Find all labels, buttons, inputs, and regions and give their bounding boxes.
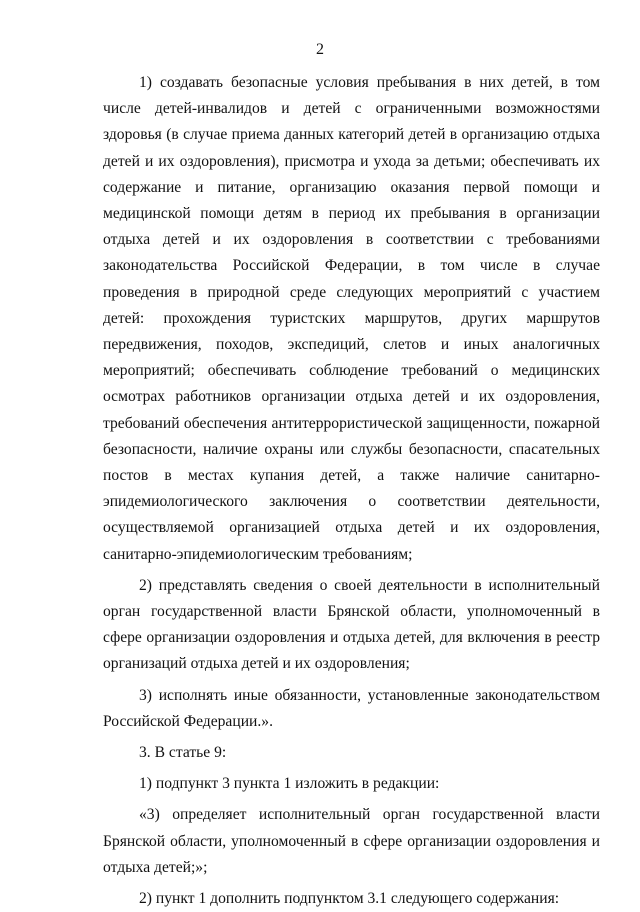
document-body xyxy=(103,70,600,912)
paragraph-obligation-1: 1) создавать безопасные условия пребывания в них детей, в том числе детей-инвалидов и детей с ограниченными возможностями здоровья (в случае приема данных категорий детей в организацию отдыха детей и их оздоровления), присмотра и ухода за детьми; обеспечивать их содержание и питание, организацию оказания первой помощи и медицинской помощи детям в период их пребывания в организации отдыха детей и их оздоровления в соответствии с требованиями законодательства Российской Федерации, в том числе в случае проведения в природной среде следующих мероприятий с участием детей: прохождения туристских маршрутов, других маршрутов передвижения, походов, экспедиций, слетов и иных аналогичных мероприятий; обеспечивать соблюдение требований о медицинских осмотрах работников организации отдыха детей и их оздоровления, требований обеспечения антитеррористической защищенности, пожарной безопасности, наличие охраны или службы безопасности, спасательных постов в местах купания детей, а также наличие санитарно-эпидемиологического заключения о соответствии деятельности, осуществляемой организацией отдыха детей и их оздоровления, санитарно-эпидемиологическим требованиям; xyxy=(103,74,600,563)
paragraph-amendment-2: 2) пункт 1 дополнить подпунктом 3.1 следующего содержания: xyxy=(139,890,560,908)
paragraph-obligation-3: 3) исполнять иные обязанности, установленные законодательством Российской Федерации.». xyxy=(103,686,600,730)
paragraph-obligation-2: 2) представлять сведения о своей деятельности в исполнительный орган государственной власти Брянской области, уполномоченный в сфере организации оздоровления и отдыха детей, для включения в реестр организаций отдыха детей и их оздоровления; xyxy=(103,576,600,673)
paragraph-article-9-heading: 3. В статье 9: xyxy=(139,744,227,762)
paragraph-amendment-1: 1) подпункт 3 пункта 1 изложить в редакции: xyxy=(139,775,440,793)
page-number: 2 xyxy=(316,41,324,58)
paragraph-amendment-1-text: «3) определяет исполнительный орган государственной власти Брянской области, уполномоченный в сфере организации оздоровления и отдыха детей;»; xyxy=(103,806,600,876)
